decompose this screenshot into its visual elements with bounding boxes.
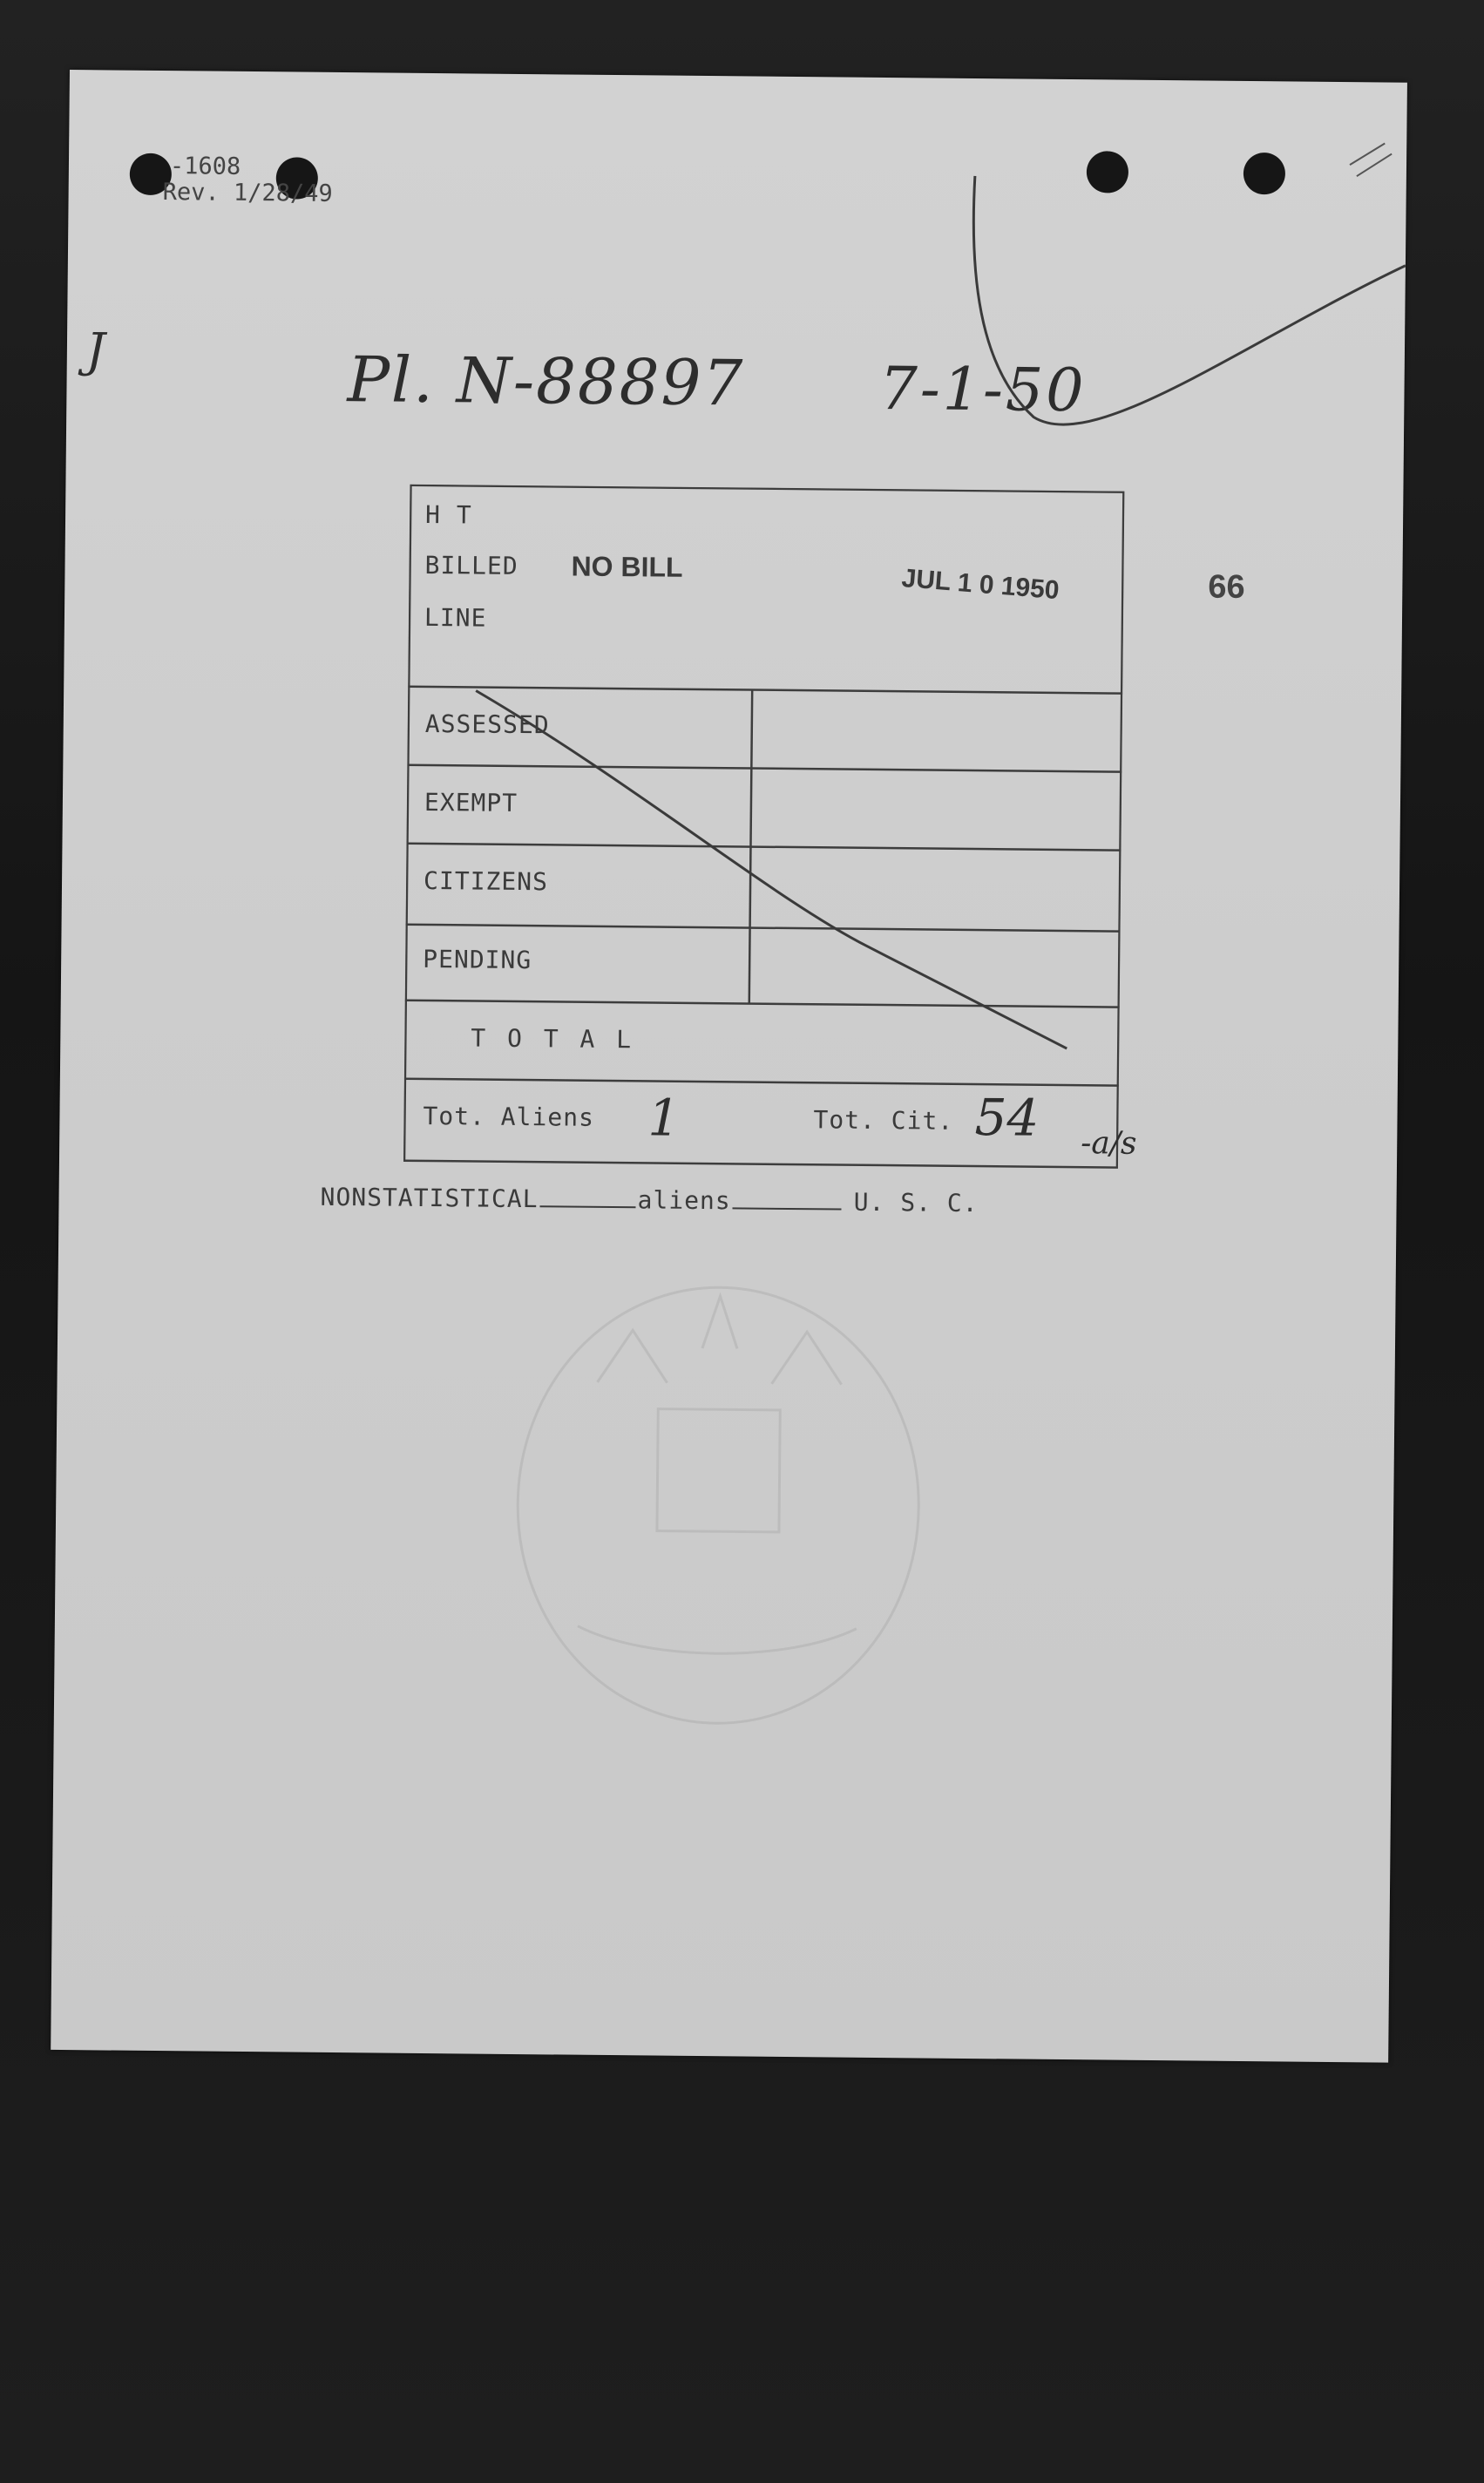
total-citizens-value: 54 xyxy=(974,1088,1040,1148)
row-label-assessed: ASSESSED xyxy=(424,709,550,740)
handwritten-date: 7-1-50 xyxy=(879,354,1087,426)
nonstatistical-label: NONSTATISTICAL xyxy=(320,1182,539,1214)
form-revision: Rev. 1/28/49 xyxy=(162,179,333,207)
side-note: -a/s xyxy=(1081,1125,1137,1162)
page-number: 66 xyxy=(1208,568,1245,606)
total-citizens-label: Tot. Cit. xyxy=(813,1105,954,1136)
no-bill-stamp: NO BILL xyxy=(571,550,683,583)
total-aliens-label: Tot. Aliens xyxy=(423,1101,595,1132)
aliens-label: aliens xyxy=(637,1185,731,1216)
row-label-billed: BILLED xyxy=(424,550,518,580)
date-received-stamp: JUL 1 0 1950 xyxy=(900,563,1060,606)
row-label-ht: H T xyxy=(424,499,472,530)
document-page xyxy=(51,70,1407,2063)
row-label-exempt: EXEMPT xyxy=(424,787,518,817)
row-label-citizens: CITIZENS xyxy=(423,865,549,897)
usc-label: U. S. C. xyxy=(853,1187,979,1218)
row-label-pending: PENDING xyxy=(423,944,532,975)
total-label: T O T A L xyxy=(471,1023,635,1055)
handwritten-reference: Pl. N-88897 xyxy=(347,343,745,420)
total-aliens-value: 1 xyxy=(647,1088,681,1148)
margin-mark: J xyxy=(85,322,105,378)
row-label-line: LINE xyxy=(424,602,487,633)
form-number: -1608 xyxy=(169,153,241,180)
bleed-through-seal xyxy=(51,70,1407,2063)
